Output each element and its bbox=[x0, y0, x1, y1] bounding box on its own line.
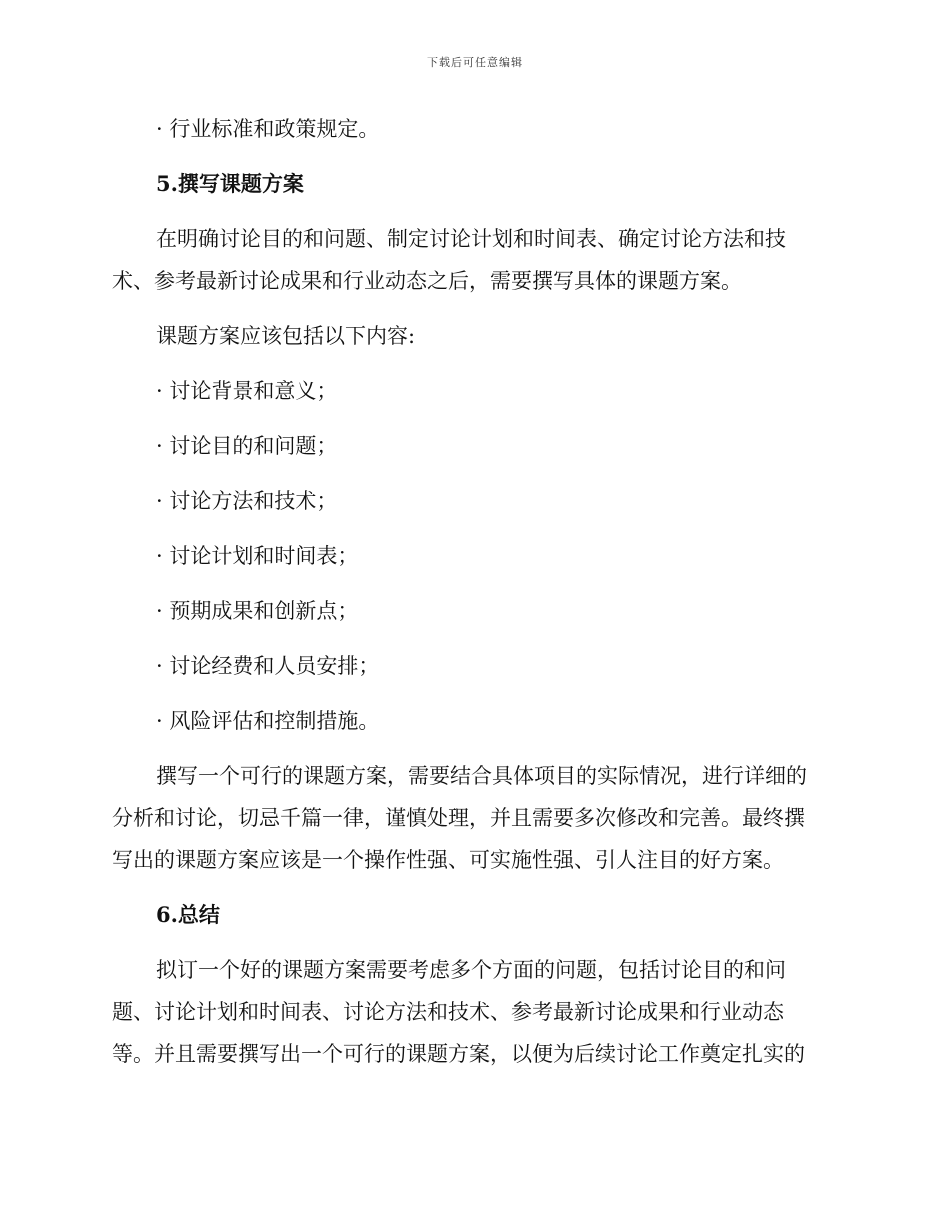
bullet-item: · 讨论背景和意义； bbox=[156, 379, 338, 403]
section-heading-6: 6.总结 bbox=[156, 902, 220, 927]
bullet-item: · 讨论方法和技术； bbox=[156, 489, 338, 513]
document-body bbox=[112, 108, 828, 1088]
paragraph-line: 拟订一个好的课题方案需要考虑多个方面的问题，包括讨论目的和问 bbox=[156, 958, 786, 982]
bullet-item: · 讨论经费和人员安排； bbox=[156, 654, 380, 678]
paragraph-line: 分析和讨论，切忌千篇一律，谨慎处理，并且需要多次修改和完善。最终撰 bbox=[112, 806, 805, 830]
bullet-item: · 讨论目的和问题； bbox=[156, 434, 338, 458]
paragraph-summary bbox=[112, 949, 828, 1075]
paragraph-intro bbox=[112, 218, 828, 302]
bullet-item: · 预期成果和创新点； bbox=[156, 599, 359, 623]
section-heading-5: 5.撰写课题方案 bbox=[156, 171, 304, 196]
paragraph-line: 在明确讨论目的和问题、制定讨论计划和时间表、确定讨论方法和技 bbox=[156, 227, 786, 251]
paragraph-line: 术、参考最新讨论成果和行业动态之后，需要撰写具体的课题方案。 bbox=[112, 269, 742, 293]
paragraph-line: 写出的课题方案应该是一个操作性强、可实施性强、引人注目的好方案。 bbox=[112, 848, 784, 872]
bullet-item: · 风险评估和控制措施。 bbox=[156, 709, 380, 733]
page-header: 下载后可任意编辑 bbox=[427, 56, 523, 69]
paragraph-line: 撰写一个可行的课题方案，需要结合具体项目的实际情况，进行详细的 bbox=[156, 764, 807, 788]
paragraph-contents-intro: 课题方案应该包括以下内容: bbox=[156, 324, 416, 348]
bullet-standards: · 行业标准和政策规定。 bbox=[156, 117, 380, 141]
paragraph-write bbox=[112, 755, 828, 881]
paragraph-line: 等。并且需要撰写出一个可行的课题方案，以便为后续讨论工作奠定扎实的 bbox=[112, 1042, 805, 1066]
paragraph-line: 题、讨论计划和时间表、讨论方法和技术、参考最新讨论成果和行业动态 bbox=[112, 1000, 784, 1024]
bullet-item: · 讨论计划和时间表； bbox=[156, 544, 359, 568]
